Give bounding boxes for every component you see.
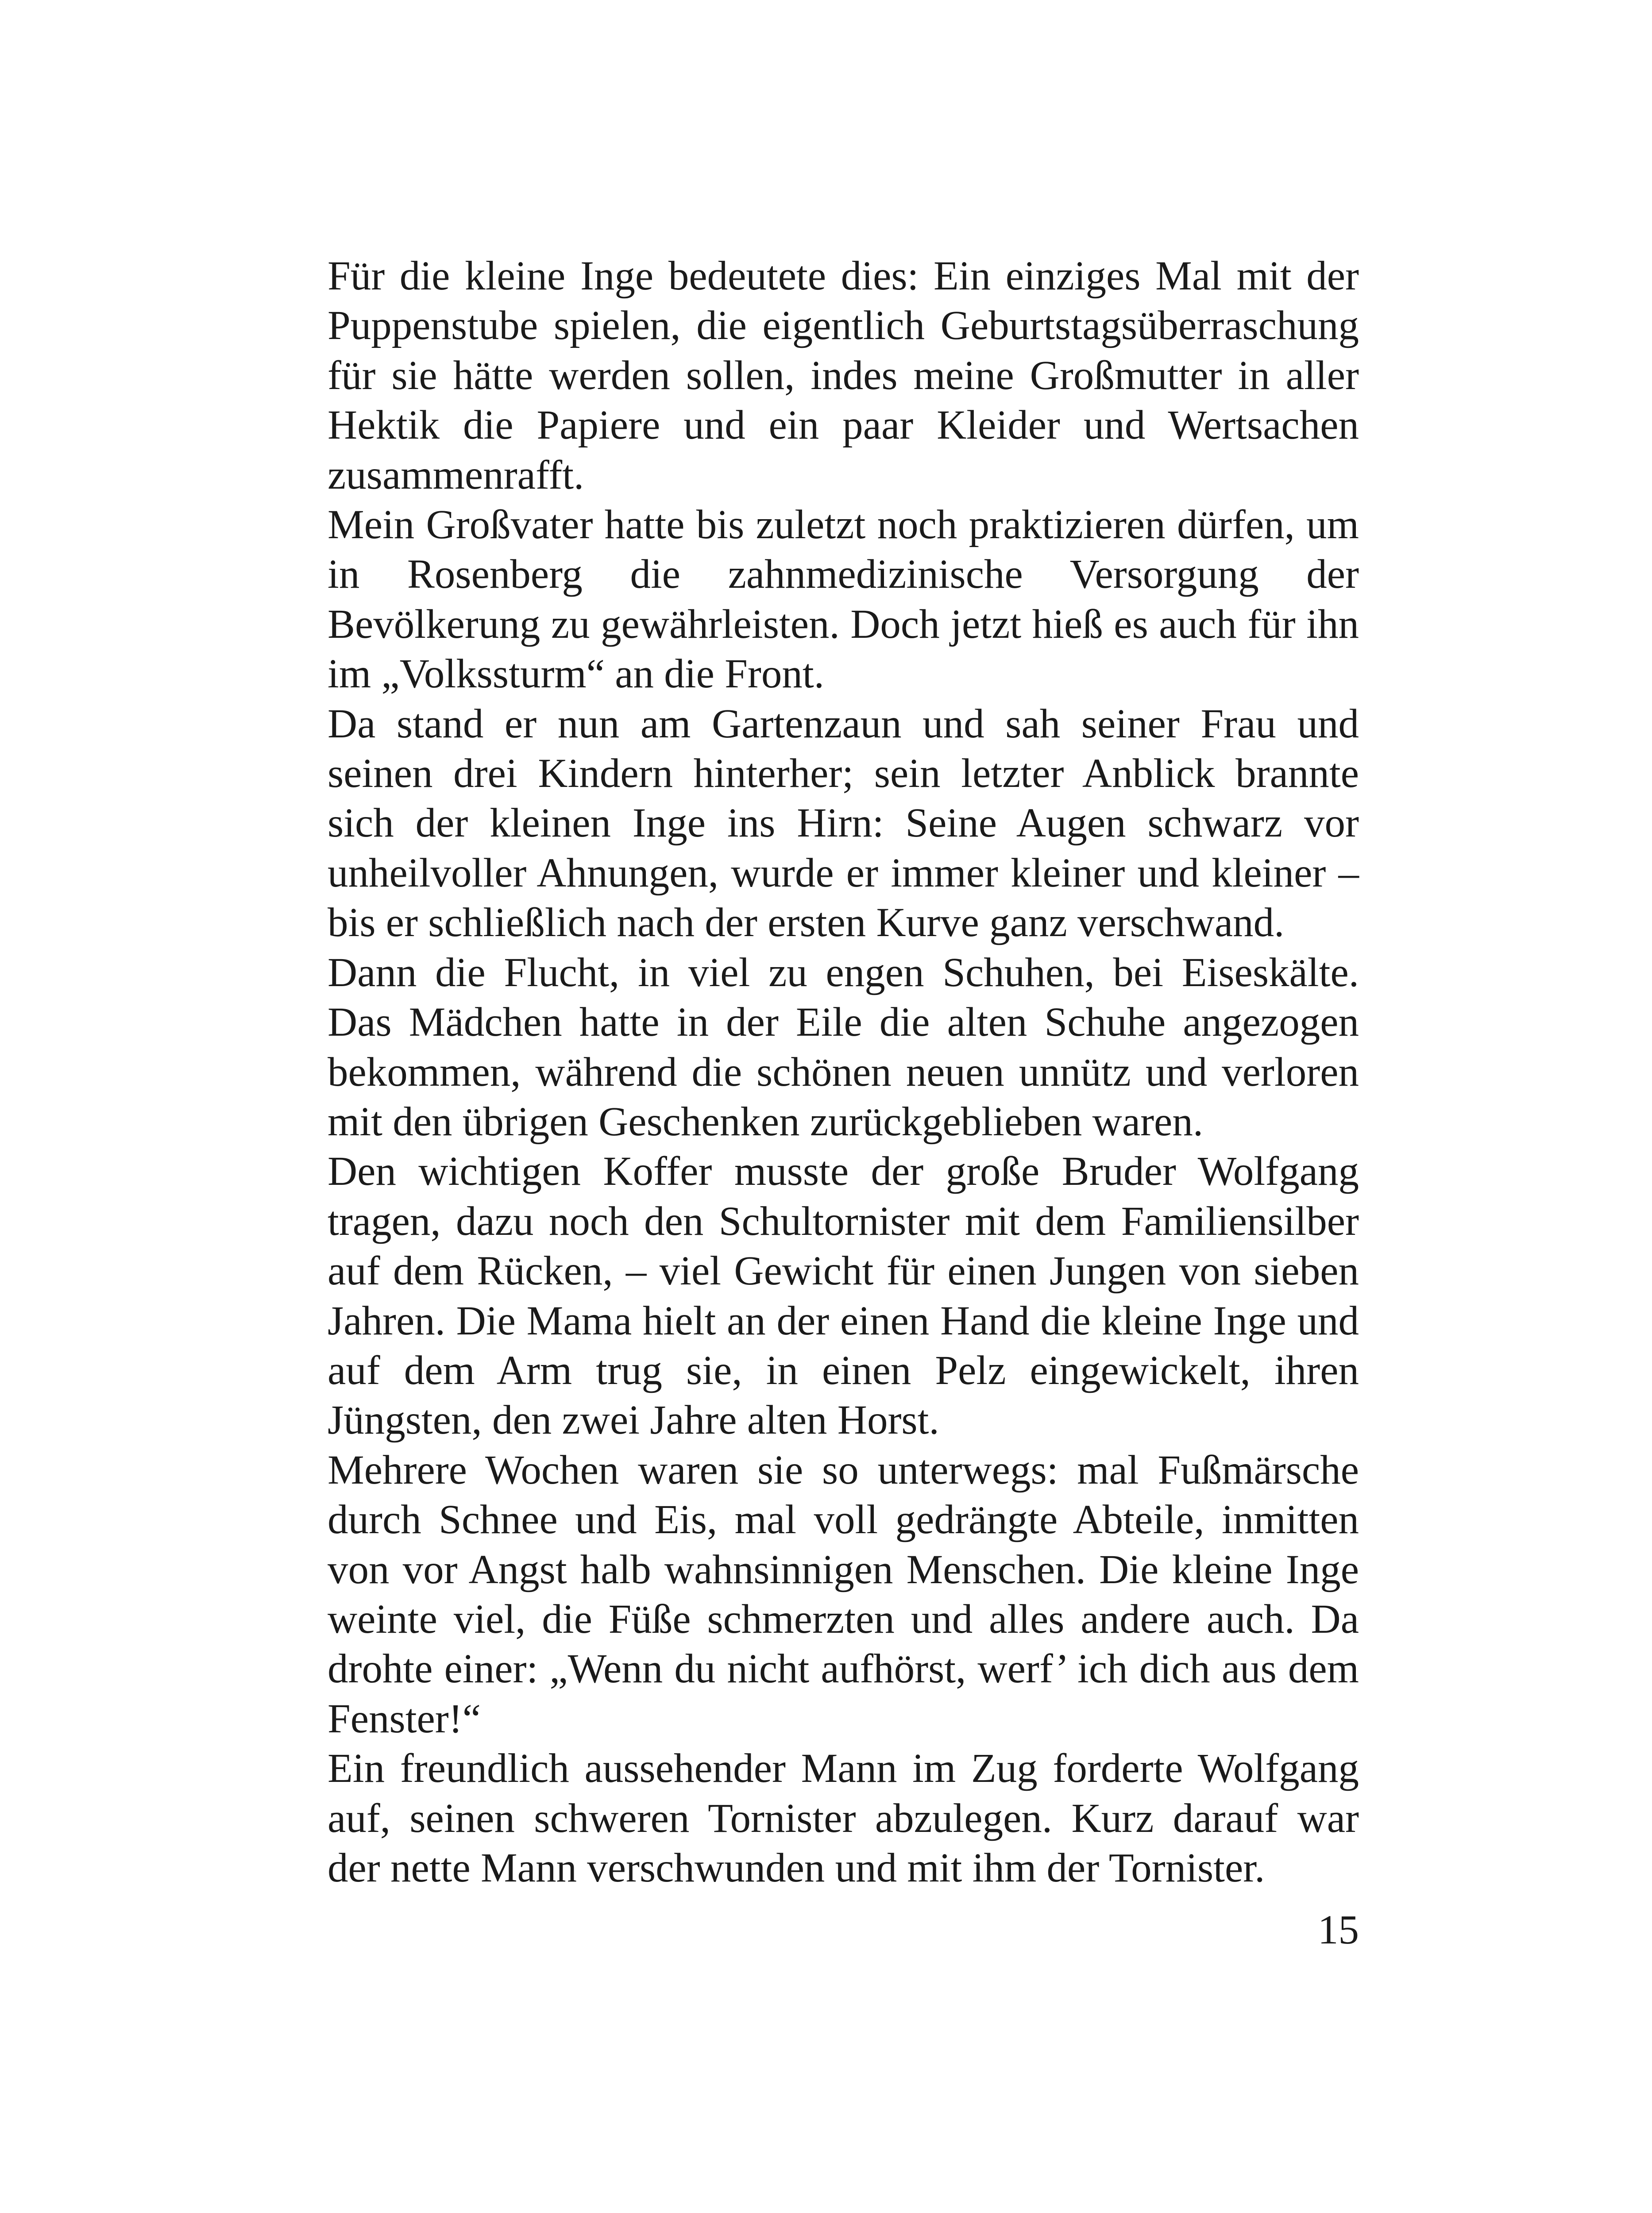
page-number: 15 [1318, 1907, 1359, 1953]
body-text [328, 251, 1359, 1893]
paragraph-1: Für die kleine Inge bedeutete dies: Ein einziges Mal mit der Puppenstube spielen, die eigentlich Geburtstagsüberraschung für sie hätte werden sollen, indes meine Großmutter in aller Hektik die Papiere und ein paar Kleider und Wertsachen zusammenrafft. [328, 253, 1359, 498]
paragraph-4: Dann die Flucht, in viel zu engen Schuhen, bei Eiseskälte. Das Mädchen hatte in der Eile die alten Schuhe angezogen bekommen, während die schönen neuen unnütz und verloren mit den übrigen Geschenken zurückgeblieben waren. [328, 949, 1359, 1145]
paragraph-3: Da stand er nun am Gartenzaun und sah seiner Frau und seinen drei Kindern hinterher; sein letzter Anblick brannte sich der kleinen Inge ins Hirn: Seine Augen schwarz vor unheilvoller Ahnungen, wurde er immer kleiner und kleiner – bis er schließlich nach der ersten Kurve ganz verschwand. [328, 701, 1359, 946]
paragraph-6: Mehrere Wochen waren sie so unterwegs: mal Fußmärsche durch Schnee und Eis, mal voll gedrängte Abteile, inmitten von vor Angst halb wahnsinnigen Menschen. Die kleine Inge weinte viel, die Füße schmerzten und alles andere auch. Da drohte einer: „Wenn du nicht aufhörst, werf’ ich dich aus dem Fenster!“ [328, 1447, 1359, 1742]
paragraph-5: Den wichtigen Koffer musste der große Bruder Wolfgang tragen, dazu noch den Schultornister mit dem Familiensilber auf dem Rücken, – viel Gewicht für einen Jungen von sieben Jahren. Die Mama hielt an der einen Hand die kleine Inge und auf dem Arm trug sie, in einen Pelz eingewickelt, ihren Jüngsten, den zwei Jahre alten Horst. [328, 1149, 1359, 1443]
paragraph-7: Ein freundlich aussehender Mann im Zug forderte Wolfgang auf, seinen schweren Tornister abzulegen. Kurz darauf war der nette Mann verschwunden und mit ihm der Tornister. [328, 1746, 1359, 1891]
paragraph-2: Mein Großvater hatte bis zuletzt noch praktizieren dürfen, um in Rosenberg die zahnmedizinische Versorgung der Bevölkerung zu gewährleisten. Doch jetzt hieß es auch für ihn im „Volkssturm“ an die Front. [328, 502, 1359, 697]
